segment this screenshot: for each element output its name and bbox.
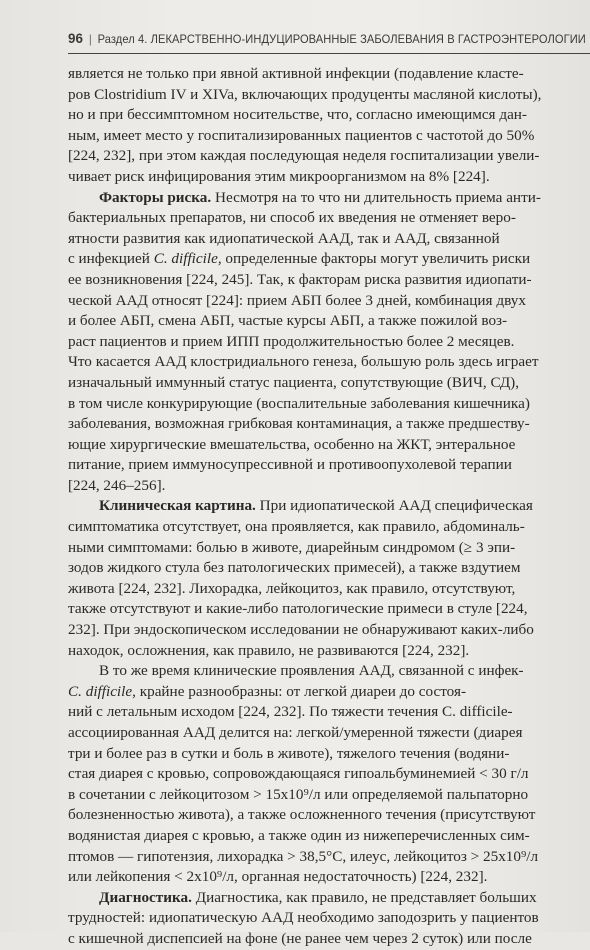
paragraph-risk-factors: Факторы риска. Несмотря на то что ни длительность приема анти- xyxy=(99,188,541,206)
text-line: ний с летальным исходом [224, 232]. По тяжести течения C. difficile- xyxy=(68,703,513,721)
text-line: является не только при явной активной инфекции (подавление класте- xyxy=(68,65,524,82)
text-line: птомов — гипотензия, лихорадка > 38,5°С, илеус, лейкоцитоз > 25x10⁹/л xyxy=(68,847,539,865)
text-line: [224, 246–256]. xyxy=(68,476,166,494)
text-line: в сочетании с лейкоцитозом > 15x10⁹/л или определяемой пальпаторно xyxy=(68,785,529,803)
text-line: В то же время клинические проявления ААД, связанной с инфек- xyxy=(99,662,524,680)
text-line: ческой ААД относят [224]: прием АБП более 3 дней, комбинация двух xyxy=(68,291,526,309)
text-line: ющие хирургические вмешательства, особенно на ЖКТ, энтеральное xyxy=(68,435,516,453)
header-rule xyxy=(68,53,590,54)
text-line: Что касается ААД клостридиального генеза, большую роль здесь играет xyxy=(68,353,539,371)
text-line: с кишечной диспепсией на фоне (не ранее чем через 2 суток) или после xyxy=(68,929,532,947)
text-line: чивает риск инфицирования этим микроорганизмом на 8% [224]. xyxy=(68,167,490,185)
text-line: 232]. При эндоскопическом исследовании не обнаруживают каких-либо xyxy=(68,621,534,639)
text-line: заболевания, возможная грибковая контаминация, а также предшеству- xyxy=(68,415,530,433)
text-line: болезненностью живота), а также осложненного течения (присутствуют xyxy=(68,806,536,824)
text-line: три и более раз в сутки и боль в животе), тяжелого течения (водяни- xyxy=(68,744,510,762)
text-line: ее возникновения [224, 245]. Так, к факторам риска развития идиопати- xyxy=(68,270,532,288)
text-line: с инфекцией C. difficile, определенные факторы могут увеличить риски xyxy=(68,250,531,268)
species-name: C. difficile xyxy=(153,250,218,268)
text-line: также отсутствуют и какие-либо патологические примеси в стуле [224, xyxy=(68,600,528,618)
text-line: в том числе конкурирующие (воспалительные заболевания кишечника) xyxy=(68,394,530,412)
text-line: ятности развития как идиопатической ААД, так и ААД, связанной xyxy=(68,229,500,247)
text-line: раст пациентов и прием ИПП продолжительностью более 2 месяцев. xyxy=(68,332,515,350)
text-line: [224, 232], при этом каждая последующая неделя госпитализации увели- xyxy=(68,147,540,165)
paragraph-clinical-picture: Клиническая картина. При идиопатической ААД специфическая xyxy=(99,497,533,515)
text-line: C. difficile, крайне разнообразны: от легкой диареи до состоя- xyxy=(68,682,466,700)
text-line: бактериальных препаратов, ни способ их введения не отменяет веро- xyxy=(68,209,516,227)
text-line: ным, имеет место у госпитализированных пациентов с частотой до 50% xyxy=(68,126,535,144)
text-line: живота [224, 232]. Лихорадка, лейкоцитоз, как правило, отсутствуют, xyxy=(68,579,516,597)
running-header xyxy=(68,30,586,46)
header-separator: | xyxy=(88,33,92,46)
text-line: ров Clostridium IV и XIVa, включающих продуценты масляной кислоты), xyxy=(68,85,542,103)
text-line: водянистая диарея с кровью, а также один из нижеперечисленных сим- xyxy=(68,826,530,844)
species-name: C. difficile xyxy=(68,682,133,700)
heading-clinical-picture: Клиническая картина. xyxy=(99,497,256,515)
heading-risk-factors: Факторы риска. xyxy=(99,188,212,206)
text-line: питание, прием иммуносупрессивной и противоопухолевой терапии xyxy=(68,456,512,474)
text-line: трудностей: идиопатическую ААД необходимо заподозрить у пациентов xyxy=(68,909,539,927)
text-line: ными симптомами: болью в животе, диарейным синдромом (≥ 3 эпи- xyxy=(68,538,516,556)
text-line: зодов жидкого стула без патологических примесей), а также вздутием xyxy=(68,559,521,577)
page-number: 96 xyxy=(68,30,84,46)
text-line: но и при бессимптомном носительстве, что, согласно имеющимся дан- xyxy=(68,106,527,124)
text-line: и более АБП, смена АБП, частые курсы АБП, а также пожилой воз- xyxy=(68,312,508,330)
text-line: ассоциированная ААД делится на: легкой/умеренной тяжести (диарея xyxy=(68,724,523,741)
heading-diagnostics: Диагностика. xyxy=(99,888,192,906)
text-line: стая диарея с кровью, сопровождающаяся гипоальбуминемией < 30 г/л xyxy=(68,765,529,783)
text-line: симптоматика отсутствует, она проявляется, как правило, абдоминаль- xyxy=(68,518,525,536)
text-line: находок, осложнения, как правило, не развиваются [224, 232]. xyxy=(68,641,470,659)
section-title: Раздел 4. ЛЕКАРСТВЕННО-ИНДУЦИРОВАННЫЕ ЗАБОЛЕВАНИЯ В ГАСТРОЭНТЕРОЛОГИИ xyxy=(97,33,586,46)
paragraph-diagnostics: Диагностика. Диагностика, как правило, не представляет больших xyxy=(99,888,537,906)
text-line: или лейкопения < 2x10⁹/л, органная недостаточность) [224, 232]. xyxy=(68,868,488,886)
text-line: изначальный иммунный статус пациента, сопутствующие (ВИЧ, СД), xyxy=(68,373,520,391)
body-text xyxy=(68,64,590,950)
